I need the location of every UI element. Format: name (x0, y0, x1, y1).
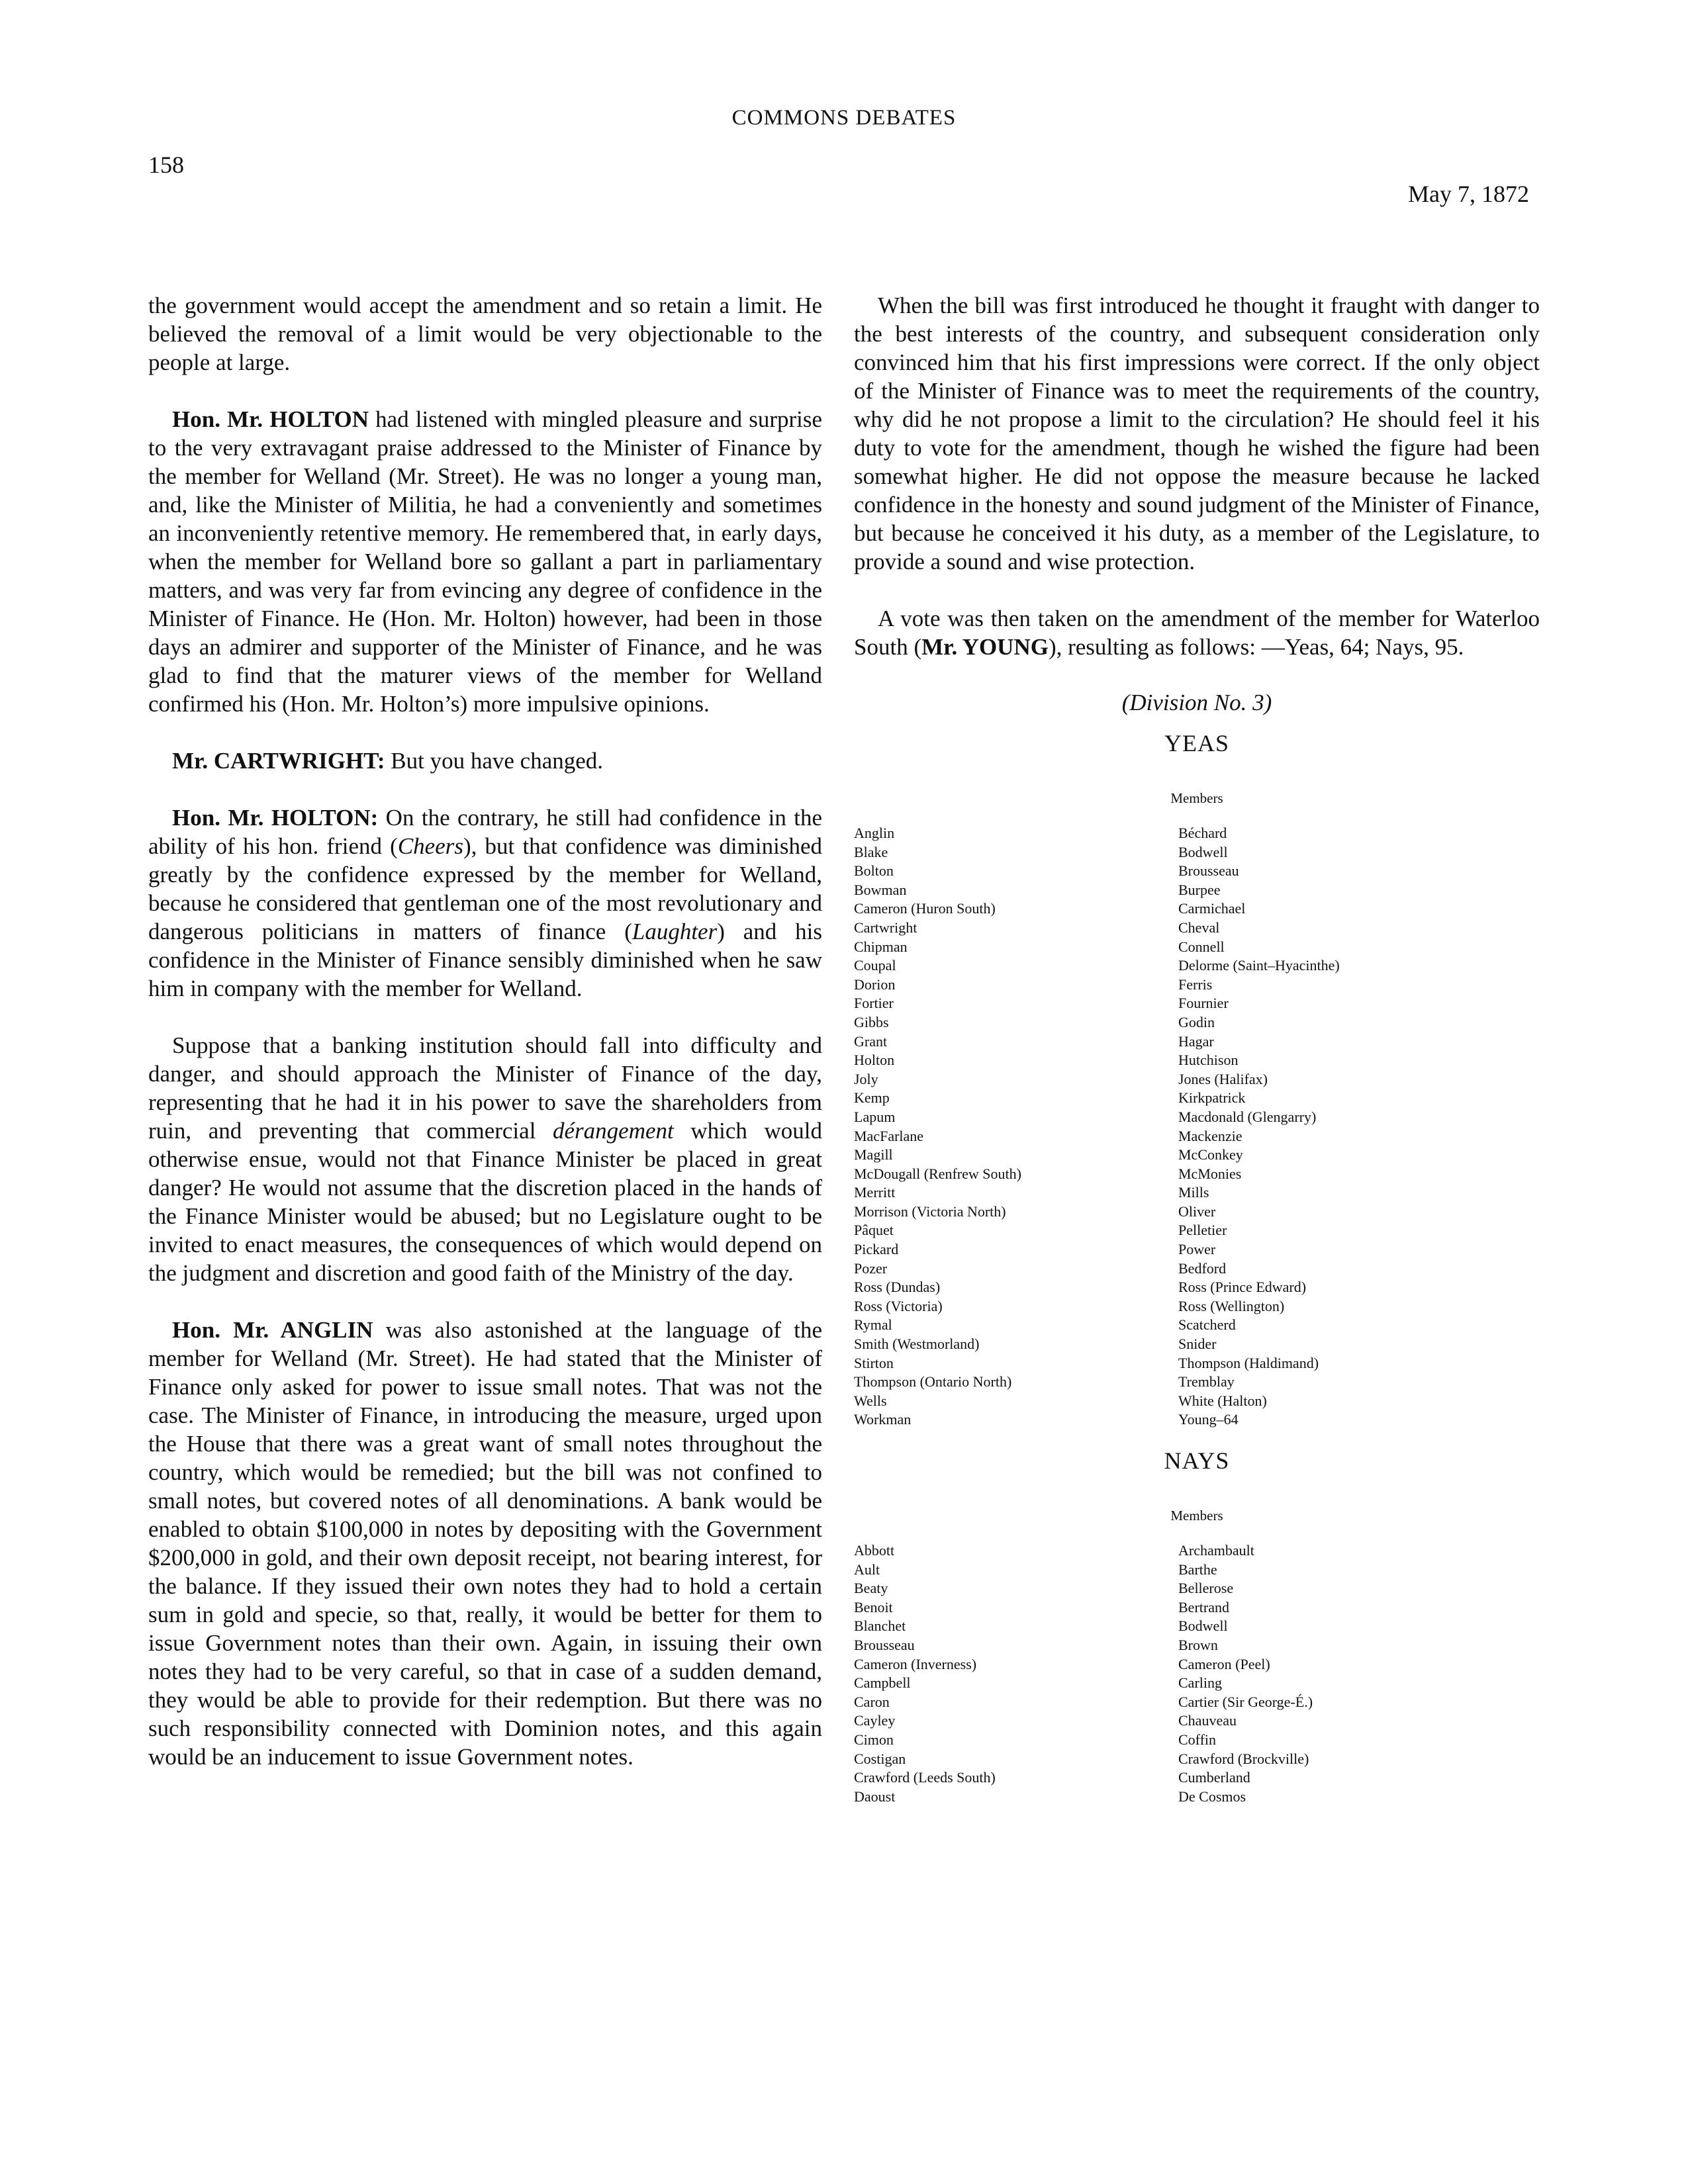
member-name: Bowman (854, 881, 907, 898)
paragraph-text: But you have changed. (385, 748, 604, 774)
member-name: Pickard (854, 1241, 899, 1258)
member-name: Bertrand (1178, 1598, 1229, 1615)
member-name: Cayley (854, 1712, 896, 1729)
member-name: Cameron (Inverness) (854, 1655, 977, 1672)
paragraph (148, 747, 822, 775)
right-column (854, 291, 1540, 1806)
vote-text-after: ), resulting as follows: —Yeas, 64; Nays, 95. (1048, 634, 1464, 660)
member-name: Caron (854, 1693, 890, 1710)
member-name: Delorme (Saint–Hyacinthe) (1178, 957, 1340, 974)
member-name: Bodwell (1178, 1617, 1228, 1635)
division-title: (Division No. 3) (1121, 690, 1272, 715)
member-name: Chauveau (1178, 1712, 1237, 1729)
member-name: Oliver (1178, 1203, 1216, 1220)
member-name: Pâquet (854, 1222, 894, 1239)
member-name: Hagar (1178, 1032, 1214, 1050)
running-head: COMMONS DEBATES (731, 106, 957, 130)
member-name: Lapum (854, 1108, 896, 1125)
page-date: May 7, 1872 (1408, 181, 1529, 207)
member-name: Coupal (854, 957, 896, 974)
member-name: Ross (Prince Edward) (1178, 1279, 1307, 1296)
member-name: Ferris (1178, 976, 1213, 993)
paragraph-bill-danger: When the bill was first introduced he thought it fraught with danger to the best interests of the country, and subsequent consideration only convinced him that his first impressions were correct. If the only object of the Minister of Finance was to meet the requirements of the country, why did he not propose a limit to the circulation? He should feel it his duty to vote for the amendment, though he wished the figure had been somewhat higher. He did not oppose the measure because he lacked confidence in the honesty and sound judgment of the Minister of Finance, but because he conceived it his duty, as a member of the Legislature, to provide a sound and wise protection. (854, 293, 1540, 574)
member-name: Bedford (1178, 1259, 1227, 1277)
nays-members-label: Members (1170, 1508, 1223, 1524)
paragraph-text: Suppose that a banking institution should fall into difficulty and danger, and should approach the Minister of Finance of the day, representing that he had it in his power to save the shareholders from ruin, and preventing that commercial dérangement which would otherwise ensue, would not that Finance Minister be placed in great danger? He would not assume that the discretion placed in the hands of the Finance Minister would be abused; but no Legislature ought to be invited to enact measures, the consequences of which would depend on the judgment and discretion and good faith of the Ministry of the day. (148, 1032, 822, 1286)
yeas-member-list (854, 824, 1540, 1430)
member-name: Fortier (854, 995, 894, 1012)
paragraph (148, 803, 822, 1003)
member-name: Young–64 (1178, 1411, 1239, 1428)
member-name: Beaty (854, 1580, 888, 1597)
paragraph-text: the government would accept the amendment and so retain a limit. He believed the removal of a limit would be very objectionable to the people at large. (148, 293, 822, 375)
member-name: Crawford (Brockville) (1178, 1750, 1309, 1767)
vote-text-before: A vote was then taken on the amendment of the member for Waterloo South ( (854, 606, 1540, 660)
member-name: Connell (1178, 938, 1225, 955)
member-name: Bellerose (1178, 1580, 1234, 1597)
paragraph-text: was also astonished at the language of the member for Welland (Mr. Street). He had stated that the Minister of Finance only asked for power to issue small notes. That was not the case. The Minister of Finance, in introducing the measure, urged upon the House that there was a great want of small notes throughout the country, which would be remedied; but the bill was not confined to small notes, but covered notes of all denominations. A bank would be enabled to obtain $100,000 in notes by depositing with the Government $200,000 in gold, and their own deposit receipt, not bearing interest, for the balance. If they issued their own notes they had to hold a certain sum in gold and specie, so that, really, it would be better for them to issue Government notes than their own. Again, in issuing their own notes they had to be very careful, so that in case of a sudden demand, they would be able to provide for their redemption. But there was no such responsibility connected with Dominion notes, and this again would be an inducement to issue Government notes. (148, 1317, 822, 1770)
member-name: Kirkpatrick (1178, 1089, 1246, 1107)
member-name: Cameron (Peel) (1178, 1655, 1270, 1672)
member-name: Brousseau (854, 1636, 915, 1653)
member-name: Thompson (Ontario North) (854, 1373, 1012, 1390)
member-name: Chipman (854, 938, 908, 955)
yeas-members-label: Members (1170, 790, 1223, 806)
member-name: Cumberland (1178, 1769, 1250, 1786)
member-name: Pozer (854, 1259, 888, 1277)
member-name: Ross (Victoria) (854, 1297, 943, 1314)
member-name: Campbell (854, 1674, 911, 1692)
paragraph (148, 1031, 822, 1287)
member-name: Mills (1178, 1184, 1209, 1201)
nays-member-list (854, 1541, 1540, 1806)
left-column (148, 291, 822, 1799)
page-number: 158 (148, 152, 184, 178)
member-name: Daoust (854, 1788, 896, 1805)
member-name: Workman (854, 1411, 912, 1428)
member-name: Ross (Wellington) (1178, 1297, 1285, 1314)
member-name: Cartwright (854, 919, 917, 936)
member-name: Wells (854, 1392, 887, 1409)
member-name: Jones (Halifax) (1178, 1070, 1268, 1087)
vote-member-name: Mr. YOUNG (921, 634, 1049, 660)
member-name: Benoit (854, 1598, 893, 1615)
member-name: Morrison (Victoria North) (854, 1203, 1006, 1220)
member-name: Burpee (1178, 881, 1221, 898)
member-name: Brown (1178, 1636, 1218, 1653)
member-name: Snider (1178, 1336, 1217, 1353)
member-name: Ross (Dundas) (854, 1279, 941, 1296)
member-name: Macdonald (Glengarry) (1178, 1108, 1317, 1125)
member-name: Power (1178, 1241, 1216, 1258)
member-name: Carmichael (1178, 900, 1246, 917)
member-name: Joly (854, 1070, 878, 1087)
paragraph-text: On the contrary, he still had confidence in the ability of his hon. friend (Cheers), but that confidence was diminished greatly by the confidence expressed by the member for Welland, because he considered that gentleman one of the most revolutionary and dangerous politicians in matters of finance (Laughter) and his confidence in the Minister of Finance sensibly diminished when he saw him in company with the member for Welland. (148, 805, 822, 1001)
paragraph (148, 405, 822, 718)
member-name: Hutchison (1178, 1052, 1239, 1069)
member-name: MacFarlane (854, 1127, 924, 1144)
member-name: Scatcherd (1178, 1316, 1236, 1334)
member-name: Holton (854, 1052, 895, 1069)
member-name: Grant (854, 1032, 888, 1050)
member-name: Bolton (854, 862, 894, 880)
member-name: Coffin (1178, 1731, 1217, 1748)
member-name: Béchard (1178, 825, 1227, 841)
member-name: Gibbs (854, 1013, 889, 1030)
member-name: Mackenzie (1178, 1127, 1243, 1144)
nays-heading: NAYS (1164, 1447, 1230, 1474)
member-name: White (Halton) (1178, 1392, 1267, 1409)
member-name: Pelletier (1178, 1222, 1227, 1239)
member-name: Rymal (854, 1316, 892, 1334)
member-name: Stirton (854, 1354, 894, 1371)
member-name: Ault (854, 1561, 880, 1578)
member-name: Carling (1178, 1674, 1222, 1692)
member-name: McMonies (1178, 1165, 1242, 1182)
member-name: Cimon (854, 1731, 894, 1748)
member-name: Tremblay (1178, 1373, 1235, 1390)
member-name: Fournier (1178, 995, 1229, 1012)
speaker-name: Hon. Mr. HOLTON (172, 406, 369, 432)
member-name: Cameron (Huron South) (854, 900, 996, 917)
member-name: De Cosmos (1178, 1788, 1246, 1805)
member-name: McConkey (1178, 1146, 1243, 1163)
member-name: Merritt (854, 1184, 896, 1201)
member-name: Blake (854, 843, 888, 860)
paragraph (148, 1316, 822, 1771)
member-name: Abbott (854, 1542, 895, 1559)
paragraph-vote-result (854, 604, 1540, 661)
member-name: Kemp (854, 1089, 890, 1107)
member-name: Brousseau (1178, 862, 1239, 880)
member-name: Cartier (Sir George-É.) (1178, 1693, 1313, 1710)
member-name: Crawford (Leeds South) (854, 1769, 996, 1786)
member-name: Blanchet (854, 1617, 906, 1635)
paragraph-text: had listened with mingled pleasure and surprise to the very extravagant praise addressed to the Minister of Finance by the member for Welland (Mr. Street). He was no longer a young man, and, like the Minister of Militia, he had a conveniently and sometimes an inconveniently retentive memory. He remembered that, in early days, when the member for Welland bore so gallant a part in parliamentary matters, and was very far from evincing any degree of confidence in the Minister of Finance. He (Hon. Mr. Holton) however, had been in those days an admirer and supporter of the Minister of Finance, and he was glad to find that the maturer views of the member for Welland confirmed his (Hon. Mr. Holton’s) more impulsive opinions. (148, 406, 823, 717)
member-name: Bodwell (1178, 843, 1228, 860)
member-name: Costigan (854, 1750, 906, 1767)
member-name: Anglin (854, 825, 895, 841)
member-name: Magill (854, 1146, 893, 1163)
speaker-name: Hon. Mr. ANGLIN (172, 1317, 373, 1343)
member-name: Smith (Westmorland) (854, 1336, 980, 1353)
member-name: Archambault (1178, 1542, 1254, 1559)
member-name: Cheval (1178, 919, 1220, 936)
member-name: Barthe (1178, 1561, 1217, 1578)
member-name: Dorion (854, 976, 896, 993)
member-name: McDougall (Renfrew South) (854, 1165, 1021, 1182)
speaker-name: Hon. Mr. HOLTON: (172, 805, 379, 831)
member-name: Thompson (Haldimand) (1178, 1354, 1319, 1371)
paragraph (148, 291, 822, 377)
member-name: Godin (1178, 1013, 1215, 1030)
yeas-heading: YEAS (1164, 730, 1229, 756)
speaker-name: Mr. CARTWRIGHT: (172, 748, 385, 774)
